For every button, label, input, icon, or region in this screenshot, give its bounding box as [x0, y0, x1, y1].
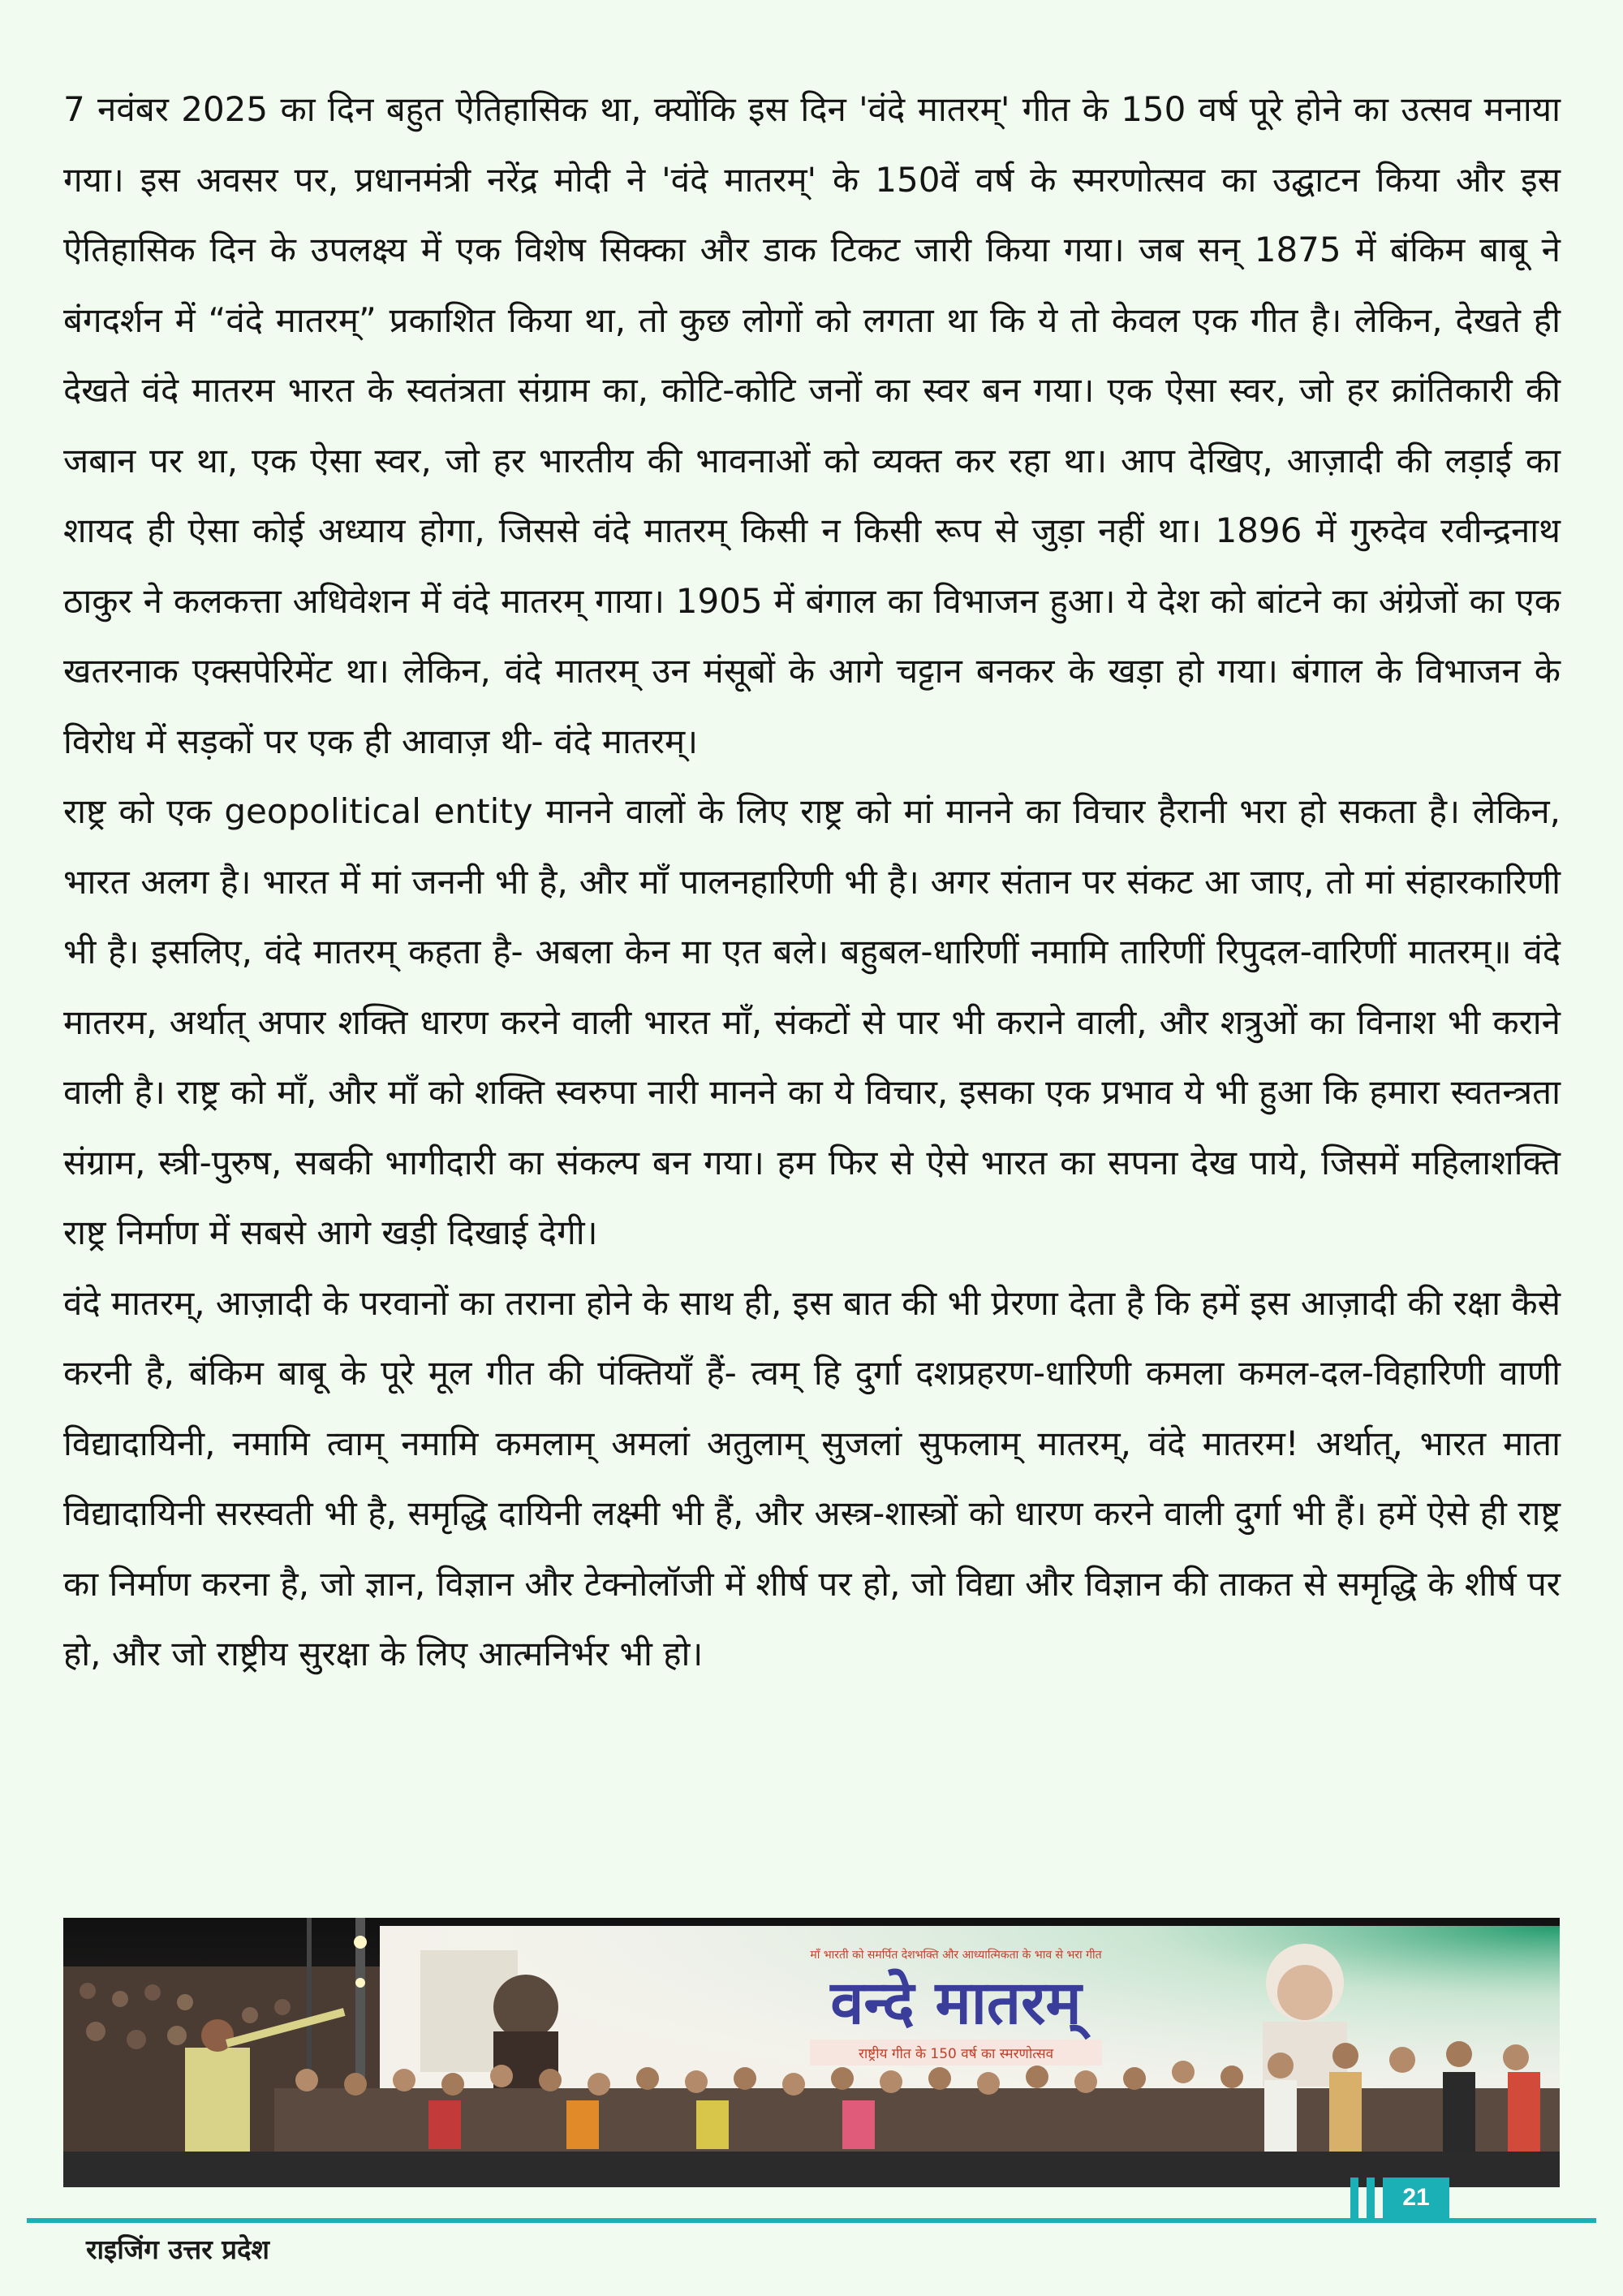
article-paragraph-3: वंदे मातरम्, आज़ादी के परवानों का तराना होने के साथ ही, इस बात की भी प्रेरणा देता है कि हमें इस आज़ादी की रक्षा कैसे करनी है, बंकिम बाबू के पूरे मूल गीत की पंक्तियाँ हैं- त्वम् हि दुर्गा दशप्रहरण-धारिणी कमला कमल-दल-विहारिणी वाणी विद्यादायिनी, नमामि त्वाम् नमामि कमलाम् अमलां अतुलाम् सुजलां सुफलाम् मातरम्, वंदे मातरम! अर्थात्, भारत माता विद्यादायिनी सरस्वती भी है, समृद्धि दायिनी लक्ष्मी भी हैं, और अस्त्र-शास्त्रों को धारण करने वाली दुर्गा भी हैं। हमें ऐसे ही राष्ट्र का निर्माण करना है, जो ज्ञान, विज्ञान और टेक्नोलॉजी में शीर्ष पर हो, जो विद्या और विज्ञान की ताकत से समृद्धि के शीर्ष पर हो, और जो राष्ट्रीय सुरक्षा के लिए आत्मनिर्भर भी हो। — [63, 1282, 1561, 1674]
banner-tagline: माँ भारती को समर्पित देशभक्ति और आध्यात्मिकता के भाव से भरा गीत — [810, 1949, 1102, 1962]
banner-subtitle: राष्ट्रीय गीत के 150 वर्ष का स्मरणोत्सव — [858, 2046, 1054, 2062]
page-marker-bar — [1350, 2178, 1358, 2218]
footer-rule — [27, 2218, 1596, 2223]
event-photo — [63, 1918, 1560, 2187]
page-marker-bar — [1367, 2178, 1375, 2218]
page-number: 21 — [1383, 2178, 1449, 2218]
publication-name: राइजिंग उत्तर प्रदेश — [86, 2234, 269, 2265]
stage-floor — [63, 2152, 1560, 2187]
article-body — [63, 75, 1561, 1690]
banner-title: वन्दे मातरम् — [830, 1968, 1082, 2038]
article-paragraph-1: 7 नवंबर 2025 का दिन बहुत ऐतिहासिक था, क्योंकि इस दिन 'वंदे मातरम्' गीत के 150 वर्ष पूरे होने का उत्सव मनाया गया। इस अवसर पर, प्रधानमंत्री नरेंद्र मोदी ने 'वंदे मातरम्' के 150वें वर्ष के स्मरणोत्सव का उद्घाटन किया और इस ऐतिहासिक दिन के उपलक्ष्य में एक विशेष सिक्का और डाक टिकट जारी किया गया। जब सन् 1875 में बंकिम बाबू ने बंगदर्शन में “वंदे मातरम्” प्रकाशित किया था, तो कुछ लोगों को लगता था कि ये तो केवल एक गीत है। लेकिन, देखते ही देखते वंदे मातरम भारत के स्वतंत्रता संग्राम का, कोटि-कोटि जनों का स्वर बन गया। एक ऐसा स्वर, जो हर क्रांतिकारी की जबान पर था, एक ऐसा स्वर, जो हर भारतीय की भावनाओं को व्यक्त कर रहा था। आप देखिए, आज़ादी की लड़ाई का शायद ही ऐसा कोई अध्याय होगा, जिससे वंदे मातरम् किसी न किसी रूप से जुड़ा नहीं था। 1896 में गुरुदेव रवीन्द्रनाथ ठाकुर ने कलकत्ता अधिवेशन में वंदे मातरम् गाया। 1905 में बंगाल का विभाजन हुआ। ये देश को बांटने का अंग्रेजों का एक खतरनाक एक्सपेरिमेंट था। लेकिन, वंदे मातरम् उन मंसूबों के आगे चट्टान बनकर के खड़ा हो गया। बंगाल के विभाजन के विरोध में सड़कों पर एक ही आवाज़ थी- वंदे मातरम्। — [63, 89, 1561, 761]
article-paragraph-2: राष्ट्र को एक geopolitical entity मानने वालों के लिए राष्ट्र को मां मानने का विचार हैरानी भरा हो सकता है। लेकिन, भारत अलग है। भारत में मां जननी भी है, और माँ पालनहारिणी भी है। अगर संतान पर संकट आ जाए, तो मां संहारकारिणी भी है। इसलिए, वंदे मातरम् कहता है- अबला केन मा एत बले। बहुबल-धारिणीं नमामि तारिणीं रिपुदल-वारिणीं मातरम्॥ वंदे मातरम, अर्थात् अपार शक्ति धारण करने वाली भारत माँ, संकटों से पार भी कराने वाली, और शत्रुओं का विनाश भी कराने वाली है। राष्ट्र को माँ, और माँ को शक्ति स्वरुपा नारी मानने का ये विचार, इसका एक प्रभाव ये भी हुआ कि हमारा स्वतन्त्रता संग्राम, स्त्री-पुरुष, सबकी भागीदारी का संकल्प बन गया। हम फिर से ऐसे भारत का सपना देख पाये, जिसमें महिलाशक्ति राष्ट्र निर्माण में सबसे आगे खड़ी दिखाई देगी। — [63, 791, 1561, 1252]
